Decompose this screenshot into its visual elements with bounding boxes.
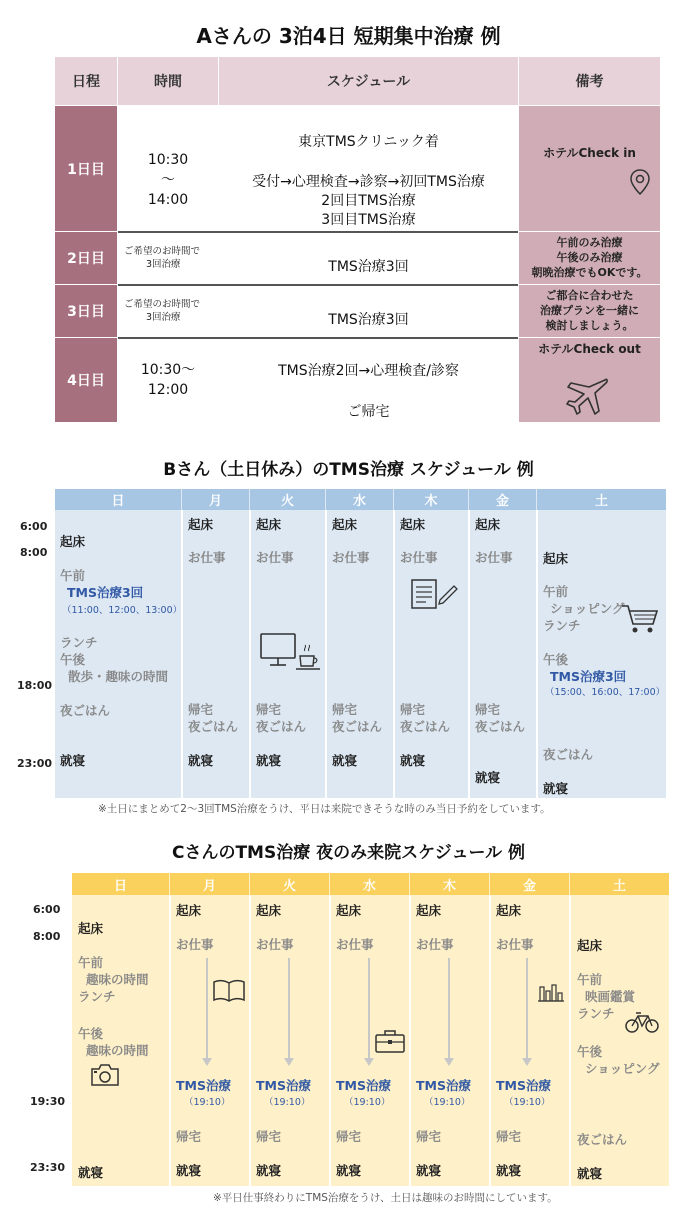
c-time-2330: 23:30	[30, 1161, 66, 1174]
b-wed-work: お仕事	[332, 550, 370, 565]
c-wed-home: 帰宅	[336, 1129, 362, 1144]
row4-flow: TMS治療2回→心理検査/診察	[278, 363, 459, 379]
note-3-line3: 検討しましょう。	[545, 319, 634, 332]
b-col-sep	[468, 510, 470, 798]
row1-second: 2回目TMS治療	[321, 193, 416, 209]
row2-schedule: TMS治療3回	[328, 259, 409, 275]
briefcase-icon	[374, 1028, 406, 1054]
b-tue-sleep: 就寝	[256, 753, 282, 768]
note-3-line2: 治療プランを一緒に	[540, 304, 639, 317]
c-thu-work: お仕事	[416, 937, 454, 952]
note-4-text: ホテルCheck out	[538, 342, 641, 356]
b-time-1800: 18:00	[17, 679, 53, 692]
b-time-0600: 6:00	[20, 520, 48, 533]
note-2-line3: 朝晩治療でもOKです。	[531, 266, 648, 279]
c-sat-dinner: 夜ごはん	[577, 1132, 628, 1147]
day-2: 2日目	[55, 232, 117, 284]
shopping-cart-icon	[620, 602, 660, 636]
b-sun-tms-times: （11:00、12:00、13:00）	[62, 605, 183, 616]
c-col-sep	[329, 895, 331, 1186]
header-note: 備考	[519, 57, 660, 105]
b-sun-wake: 起床	[60, 534, 86, 549]
b-header-sat: 土	[537, 489, 666, 510]
b-col-sep	[249, 510, 251, 798]
c-sat-wake: 起床	[577, 938, 603, 953]
b-sat-lunch: ランチ	[543, 618, 581, 633]
day-1: 1日目	[55, 106, 117, 231]
c-header-mon: 月	[170, 873, 249, 895]
row3-time-line2: 3回治療	[146, 312, 181, 323]
c-wed-arrow	[368, 958, 370, 1058]
b-wed-home: 帰宅	[332, 702, 358, 717]
c-wed-work: お仕事	[336, 937, 374, 952]
c-tue-arrowhead	[284, 1058, 294, 1066]
note-2-line1: 午前のみ治療	[556, 236, 623, 249]
c-wed-sleep: 就寝	[336, 1163, 362, 1178]
note-1-text: ホテルCheck in	[543, 146, 636, 160]
b-fri-home: 帰宅	[475, 702, 501, 717]
b-sun-sleep: 就寝	[60, 753, 86, 768]
c-tue-tms: TMS治療	[256, 1078, 311, 1093]
c-header-sun: 日	[72, 873, 169, 895]
c-fri-home: 帰宅	[496, 1129, 522, 1144]
b-thu-work: お仕事	[400, 550, 438, 565]
c-mon-home: 帰宅	[176, 1129, 202, 1144]
row2-time	[124, 245, 200, 271]
c-wed-tms-time: （19:10）	[344, 1097, 391, 1108]
note-2-line2: 午後のみ治療	[556, 251, 623, 264]
row4-time-end: 12:00	[147, 382, 189, 398]
airplane-icon	[565, 376, 609, 416]
b-time-0800: 8:00	[20, 546, 48, 559]
c-sun-lunch: ランチ	[78, 989, 116, 1004]
c-sat-shopping: ショッピング	[585, 1061, 660, 1076]
c-mon-sleep: 就寝	[176, 1163, 202, 1178]
section-b-title: Bさん（土日休み）のTMS治療 スケジュール 例	[163, 460, 534, 480]
b-sat-pm: 午後	[543, 652, 569, 667]
b-fri-sleep: 就寝	[475, 770, 501, 785]
day-4: 4日目	[55, 338, 117, 422]
row1-third: 3回目TMS治療	[321, 212, 416, 228]
c-mon-tms: TMS治療	[176, 1078, 231, 1093]
b-mon-work: お仕事	[188, 550, 226, 565]
b-fri-dinner: 夜ごはん	[475, 719, 526, 734]
b-header-mon: 月	[182, 489, 249, 510]
open-book-icon	[212, 978, 246, 1004]
note-1	[519, 106, 660, 231]
b-thu-wake: 起床	[400, 517, 426, 532]
c-fri-arrow	[526, 958, 528, 1058]
note-4	[519, 338, 660, 422]
b-footnote: ※土日にまとめて2〜3回TMS治療をうけ、平日は来院できそうな時のみ当日予約をしています。	[98, 803, 551, 815]
c-fri-sleep: 就寝	[496, 1163, 522, 1178]
b-fri-work: お仕事	[475, 550, 513, 565]
c-sun-am: 午前	[78, 955, 104, 970]
computer-coffee-icon	[258, 632, 322, 674]
c-time-0600: 6:00	[33, 903, 61, 916]
c-time-0800: 8:00	[33, 930, 61, 943]
b-mon-home: 帰宅	[188, 702, 214, 717]
section-a-title: Aさんの 3泊4日 短期集中治療 例	[196, 24, 501, 48]
b-sun-hobby: 散歩・趣味の時間	[68, 669, 169, 684]
row1-time-sep: 〜	[161, 172, 175, 188]
header-time: 時間	[118, 57, 218, 105]
row2-time-line2: 3回治療	[146, 259, 181, 270]
c-header-wed: 水	[330, 873, 409, 895]
b-sat-tms-times: （15:00、16:00、17:00）	[545, 687, 666, 698]
c-mon-wake: 起床	[176, 903, 202, 918]
row3-time	[124, 298, 200, 324]
c-time-1930: 19:30	[30, 1095, 66, 1108]
row2-time-line1: ご希望のお時間で	[124, 246, 201, 257]
row1-flow: 受付→心理検査→診察→初回TMS治療	[252, 174, 485, 190]
header-schedule: スケジュール	[219, 57, 518, 105]
b-thu-home: 帰宅	[400, 702, 426, 717]
c-sun-wake: 起床	[78, 921, 104, 936]
b-mon-dinner: 夜ごはん	[188, 719, 239, 734]
header-day: 日程	[55, 57, 117, 105]
b-col-sep	[393, 510, 395, 798]
c-thu-tms-time: （19:10）	[424, 1097, 471, 1108]
c-sun-pm: 午後	[78, 1026, 104, 1041]
c-sat-am: 午前	[577, 972, 603, 987]
c-mon-arrow	[206, 958, 208, 1058]
b-mon-sleep: 就寝	[188, 753, 214, 768]
b-thu-sleep: 就寝	[400, 753, 426, 768]
c-thu-arrow	[448, 958, 450, 1058]
b-thu-dinner: 夜ごはん	[400, 719, 451, 734]
c-tue-tms-time: （19:10）	[264, 1097, 311, 1108]
b-sat-wake: 起床	[543, 551, 569, 566]
row3-schedule: TMS治療3回	[328, 312, 409, 328]
row-line-3	[118, 337, 518, 339]
c-fri-work: お仕事	[496, 937, 534, 952]
c-tue-wake: 起床	[256, 903, 282, 918]
c-header-fri: 金	[490, 873, 569, 895]
c-wed-wake: 起床	[336, 903, 362, 918]
note-3	[519, 285, 660, 337]
b-sun-am: 午前	[60, 568, 86, 583]
c-header-tue: 火	[250, 873, 329, 895]
c-sun-sleep: 就寝	[78, 1165, 104, 1180]
c-tue-home: 帰宅	[256, 1129, 282, 1144]
b-header-thu: 木	[394, 489, 468, 510]
row1-time	[118, 150, 218, 210]
bar-graph-icon	[536, 981, 566, 1003]
c-mon-arrowhead	[202, 1058, 212, 1066]
c-header-thu: 木	[410, 873, 489, 895]
c-col-sep	[489, 895, 491, 1186]
b-header-fri: 金	[469, 489, 536, 510]
c-thu-home: 帰宅	[416, 1129, 442, 1144]
c-thu-arrowhead	[444, 1058, 454, 1066]
camera-icon	[90, 1063, 120, 1087]
row4-time	[118, 360, 218, 400]
location-pin-icon	[629, 168, 651, 196]
c-col-sep	[569, 895, 571, 1186]
b-tue-dinner: 夜ごはん	[256, 719, 307, 734]
c-fri-tms-time: （19:10）	[504, 1097, 551, 1108]
c-sun-hobby2: 趣味の時間	[86, 1043, 149, 1058]
c-sat-sleep: 就寝	[577, 1166, 603, 1181]
b-col-sep	[181, 510, 183, 798]
b-tue-wake: 起床	[256, 517, 282, 532]
b-header-wed: 水	[326, 489, 393, 510]
c-tue-work: お仕事	[256, 937, 294, 952]
c-thu-wake: 起床	[416, 903, 442, 918]
b-wed-dinner: 夜ごはん	[332, 719, 383, 734]
c-sun-hobby: 趣味の時間	[86, 972, 149, 987]
c-col-sep	[249, 895, 251, 1186]
note-2	[519, 232, 660, 284]
c-sat-lunch: ランチ	[577, 1006, 615, 1021]
row1-arrival: 東京TMSクリニック着	[298, 134, 439, 150]
section-c-title: CさんのTMS治療 夜のみ来院スケジュール 例	[171, 843, 526, 863]
c-col-sep	[409, 895, 411, 1186]
c-wed-tms: TMS治療	[336, 1078, 391, 1093]
b-sat-shopping: ショッピング	[550, 601, 625, 616]
b-header-sun: 日	[55, 489, 181, 510]
row4-time-start: 10:30〜	[140, 362, 196, 378]
b-sun-pm: 午後	[60, 652, 86, 667]
c-wed-arrowhead	[364, 1058, 374, 1066]
b-fri-wake: 起床	[475, 517, 501, 532]
row1-time-end: 14:00	[147, 192, 189, 208]
b-wed-wake: 起床	[332, 517, 358, 532]
c-tue-arrow	[288, 958, 290, 1058]
b-sat-tms: TMS治療3回	[550, 669, 627, 684]
b-col-sep	[536, 510, 538, 798]
b-time-2300: 23:00	[17, 757, 53, 770]
b-sun-lunch: ランチ	[60, 635, 98, 650]
b-tue-work: お仕事	[256, 550, 294, 565]
row1-time-start: 10:30	[147, 152, 189, 168]
b-sat-sleep: 就寝	[543, 781, 569, 796]
c-fri-wake: 起床	[496, 903, 522, 918]
c-mon-tms-time: （19:10）	[184, 1097, 231, 1108]
row-line-2	[118, 284, 518, 286]
bicycle-icon	[624, 1010, 660, 1034]
c-tue-sleep: 就寝	[256, 1163, 282, 1178]
row4-home: ご帰宅	[347, 404, 390, 420]
c-header-sat: 土	[570, 873, 669, 895]
c-col-sep	[169, 895, 171, 1186]
c-thu-sleep: 就寝	[416, 1163, 442, 1178]
note-3-line1: ご都合に合わせた	[545, 289, 634, 302]
b-wed-sleep: 就寝	[332, 753, 358, 768]
row-line-1	[118, 231, 518, 233]
c-sat-pm: 午後	[577, 1044, 603, 1059]
b-sun-tms: TMS治療3回	[67, 585, 144, 600]
b-sat-am: 午前	[543, 584, 569, 599]
c-mon-work: お仕事	[176, 937, 214, 952]
b-sat-dinner: 夜ごはん	[543, 747, 594, 762]
c-thu-tms: TMS治療	[416, 1078, 471, 1093]
b-mon-wake: 起床	[188, 517, 214, 532]
b-sun-dinner: 夜ごはん	[60, 703, 111, 718]
b-tue-home: 帰宅	[256, 702, 282, 717]
day-3: 3日目	[55, 285, 117, 337]
c-fri-tms: TMS治療	[496, 1078, 551, 1093]
row3-time-line1: ご希望のお時間で	[124, 299, 201, 310]
b-col-sep	[325, 510, 327, 798]
c-sat-movie: 映画鑑賞	[585, 989, 636, 1004]
document-pen-icon	[410, 578, 460, 610]
c-fri-arrowhead	[522, 1058, 532, 1066]
b-header-tue: 火	[250, 489, 325, 510]
c-footnote: ※平日仕事終わりにTMS治療をうけ、土日は趣味のお時間にしています。	[213, 1192, 558, 1204]
